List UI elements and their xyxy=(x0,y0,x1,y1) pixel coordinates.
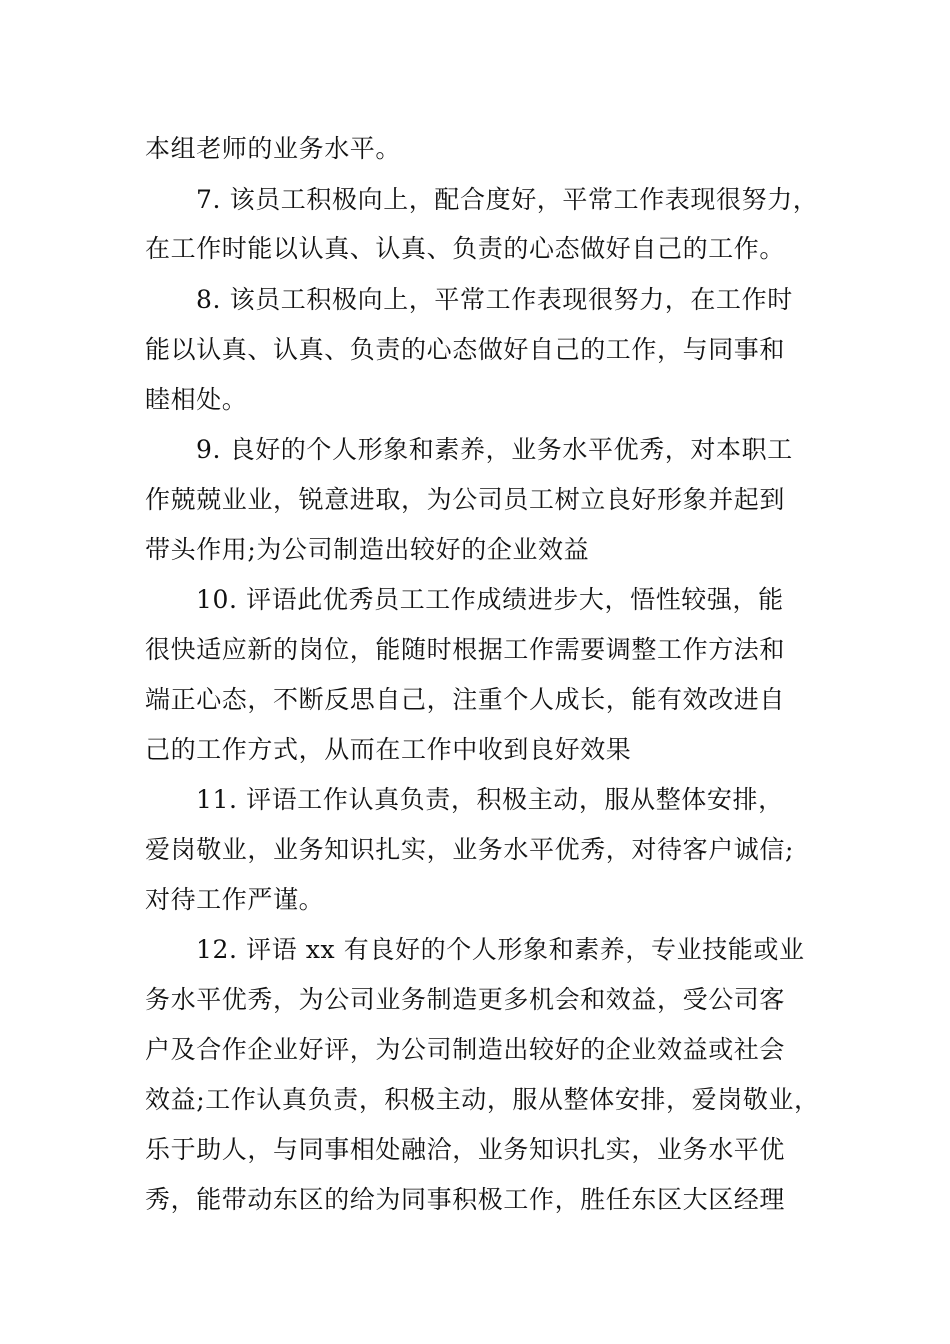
text-line: 爱岗敬业，业务知识扎实，业务水平优秀，对待客户诚信; xyxy=(145,835,795,864)
text-line: 本组老师的业务水平。 xyxy=(145,134,402,163)
text-line: 8. 该员工积极向上，平常工作表现很努力，在工作时 xyxy=(196,285,793,314)
text-line: 秀，能带动东区的给为同事积极工作，胜任东区大区经理 xyxy=(145,1185,786,1214)
text-line: 很快适应新的岗位，能随时根据工作需要调整工作方法和 xyxy=(145,635,786,664)
text-line: 睦相处。 xyxy=(145,385,248,414)
text-line: 7. 该员工积极向上，配合度好，平常工作表现很努力， xyxy=(196,185,819,214)
text-line: 作兢兢业业，锐意进取，为公司员工树立良好形象并起到 xyxy=(145,485,786,514)
text-line: 12. 评语 xx 有良好的个人形象和素养，专业技能或业 xyxy=(196,935,805,964)
text-line: 10. 评语此优秀员工工作成绩进步大，悟性较强，能 xyxy=(196,585,784,614)
text-line: 9. 良好的个人形象和素养，业务水平优秀，对本职工 xyxy=(196,435,793,464)
text-line: 端正心态，不断反思自己，注重个人成长，能有效改进自 xyxy=(145,685,786,714)
text-line: 己的工作方式，从而在工作中收到良好效果 xyxy=(145,735,632,764)
text-line: 对待工作严谨。 xyxy=(145,885,325,914)
text-line: 效益;工作认真负责，积极主动，服从整体安排，爱岗敬业， xyxy=(145,1085,820,1114)
text-line: 带头作用;为公司制造出较好的企业效益 xyxy=(145,535,590,564)
text-line: 能以认真、认真、负责的心态做好自己的工作，与同事和 xyxy=(145,335,786,364)
text-line: 务水平优秀，为公司业务制造更多机会和效益，受公司客 xyxy=(145,985,786,1014)
text-line: 在工作时能以认真、认真、负责的心态做好自己的工作。 xyxy=(145,234,786,263)
text-line: 乐于助人，与同事相处融洽，业务知识扎实，业务水平优 xyxy=(145,1135,786,1164)
text-line: 11. 评语工作认真负责，积极主动，服从整体安排， xyxy=(196,785,784,814)
text-line: 户及合作企业好评，为公司制造出较好的企业效益或社会 xyxy=(145,1035,786,1064)
